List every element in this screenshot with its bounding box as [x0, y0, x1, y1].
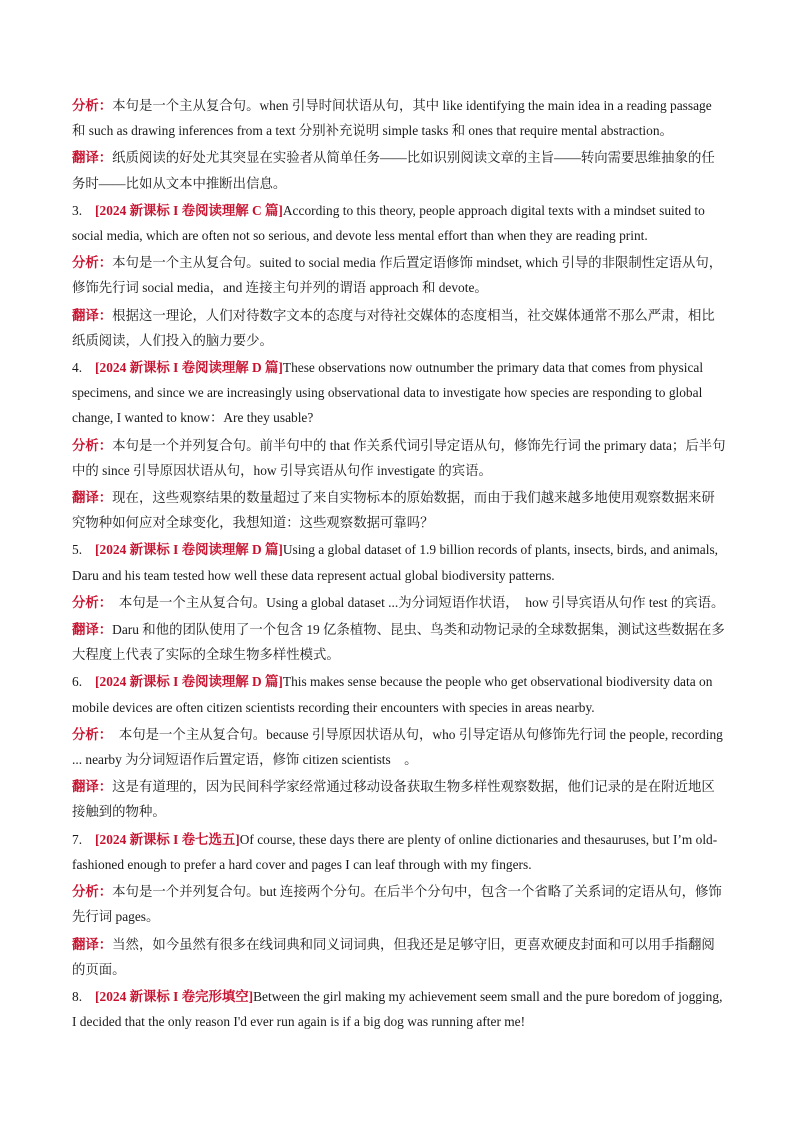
item-5-analysis: [72, 590, 727, 615]
item-number: 7.: [72, 831, 83, 847]
item-3-translation: [72, 303, 727, 353]
item-4-translation: [72, 485, 727, 535]
item-sentence-text: These observations now outnumber the primary data that comes from physical specimens, and since we are increasingly using observational data to investigate how species are responding to global change, I wanted to know：Are they usable?: [72, 360, 704, 426]
item-5-translation: [72, 617, 727, 667]
item-7-analysis: [72, 879, 727, 929]
item-number: 8.: [72, 988, 83, 1004]
analysis-text: 本句是一个主从复合句。because 引导原因状语从句，who 引导定语从句修饰先行词 the people, recording ... nearby 为分词短语作后置定语，修饰 citizen scientists 。: [72, 726, 723, 768]
item-number: 5.: [72, 542, 83, 558]
item-source: [2024 新课标 I 卷阅读理解 D 篇]: [95, 542, 283, 558]
item-sentence-text: Between the girl making my achievement seem small and the pure boredom of jogging, I decided that the only reason I'd ever run again is if a big dog was running after me!: [72, 988, 723, 1030]
translation-label: 翻译：: [72, 307, 113, 323]
item-source: [2024 新课标 I 卷完形填空]: [95, 988, 254, 1004]
item-source: [2024 新课标 I 卷阅读理解 D 篇]: [95, 360, 283, 376]
analysis-text: 本句是一个并列复合句。but 连接两个分句。在后半个分句中，包含一个省略了关系词的定语从句，修饰先行词 pages。: [72, 884, 722, 925]
item-sentence-text: According to this theory, people approach digital texts with a mindset suited to social media, which are often not so serious, and devote less mental effort than when they are reading print.: [72, 202, 705, 244]
translation-text: 根据这一理论，人们对待数字文本的态度与对待社交媒体的态度相当，社交媒体通常不那么严肃，相比纸质阅读，人们投入的脑力要少。: [72, 307, 715, 348]
intro-translation: [72, 145, 727, 195]
translation-label: 翻译：: [72, 936, 113, 952]
translation-text: 这是有道理的，因为民间科学家经常通过移动设备获取生物多样性观察数据，他们记录的是在附近地区接触到的物种。: [72, 779, 715, 820]
item-3-sentence: [72, 198, 727, 248]
analysis-label: 分析：: [72, 594, 106, 610]
item-3-analysis: [72, 250, 727, 300]
intro-analysis: [72, 93, 727, 143]
translation-text: Daru 和他的团队使用了一个包含 19 亿条植物、昆虫、鸟类和动物记录的全球数据集，测试这些数据在多大程度上代表了实际的全球生物多样性模式。: [72, 622, 725, 663]
analysis-label: 分析：: [72, 98, 113, 113]
item-6-analysis: [72, 722, 727, 772]
item-number: 4.: [72, 360, 83, 376]
item-8-sentence: [72, 984, 727, 1034]
translation-text: 当然，如今虽然有很多在线词典和同义词词典，但我还是足够守旧，更喜欢硬皮封面和可以用手指翻阅的页面。: [72, 936, 715, 977]
item-7-sentence: [72, 827, 727, 877]
item-6-translation: [72, 774, 727, 824]
translation-label: 翻译：: [72, 150, 113, 166]
item-source: [2024 新课标 I 卷阅读理解 D 篇]: [95, 674, 283, 690]
item-4-sentence: [72, 355, 727, 431]
item-number: 6.: [72, 674, 83, 690]
item-6-sentence: [72, 669, 727, 719]
translation-text: 纸质阅读的好处尤其突显在实验者从简单任务——比如识别阅读文章的主旨——转向需要思维抽象的任务时——比如从文本中推断出信息。: [72, 150, 715, 191]
translation-label: 翻译：: [72, 622, 113, 638]
analysis-label: 分析：: [72, 884, 113, 900]
analysis-text: 本句是一个主从复合句。suited to social media 作后置定语修饰 mindset, which 引导的非限制性定语从句，修饰先行词 social media，and 连接主句并列的谓语 approach 和 devote。: [72, 255, 723, 296]
analysis-text: 本句是一个并列复合句。前半句中的 that 作关系代词引导定语从句，修饰先行词 the primary data；后半句中的 since 引导原因状语从句，how 引导宾语从句作 investigate 的宾语。: [72, 437, 726, 478]
item-sentence-text: Using a global dataset of 1.9 billion records of plants, insects, birds, and animals, Daru and his team tested how well these data represent actual global biodiversity patterns.: [72, 542, 719, 583]
item-sentence-text: This makes sense because the people who get observational biodiversity data on mobile devices are often citizen scientists recording their encounters with species in areas nearby.: [72, 674, 713, 715]
analysis-label: 分析：: [72, 726, 106, 742]
analysis-label: 分析：: [72, 437, 113, 453]
item-5-sentence: [72, 537, 727, 587]
translation-label: 翻译：: [72, 490, 113, 506]
translation-label: 翻译：: [72, 779, 113, 795]
translation-text: 现在，这些观察结果的数量超过了来自实物标本的原始数据，而由于我们越来越多地使用观察数据来研究物种如何应对全球变化，我想知道：这些观察数据可靠吗？: [72, 490, 715, 531]
item-7-translation: [72, 932, 727, 982]
document-body: [72, 93, 727, 1036]
item-number: 3.: [72, 202, 83, 218]
item-4-analysis: [72, 433, 727, 483]
analysis-label: 分析：: [72, 255, 113, 271]
analysis-text: 本句是一个主从复合句。when 引导时间状语从句，其中 like identifying the main idea in a reading passage 和 such as drawing inferences from a text 分别补充说明 simple tasks 和 ones that require mental abstraction。: [72, 98, 712, 139]
item-source: [2024 新课标 I 卷阅读理解 C 篇]: [95, 202, 283, 218]
item-source: [2024 新课标 I 卷七选五]: [95, 831, 240, 847]
analysis-text: 本句是一个主从复合句。Using a global dataset ...为分词短语作状语， how 引导宾语从句作 test 的宾语。: [105, 594, 725, 610]
item-sentence-text: Of course, these days there are plenty of online dictionaries and thesauruses, but I’m old-fashioned enough to prefer a hard cover and pages I can leaf through with my fingers.: [72, 831, 718, 872]
